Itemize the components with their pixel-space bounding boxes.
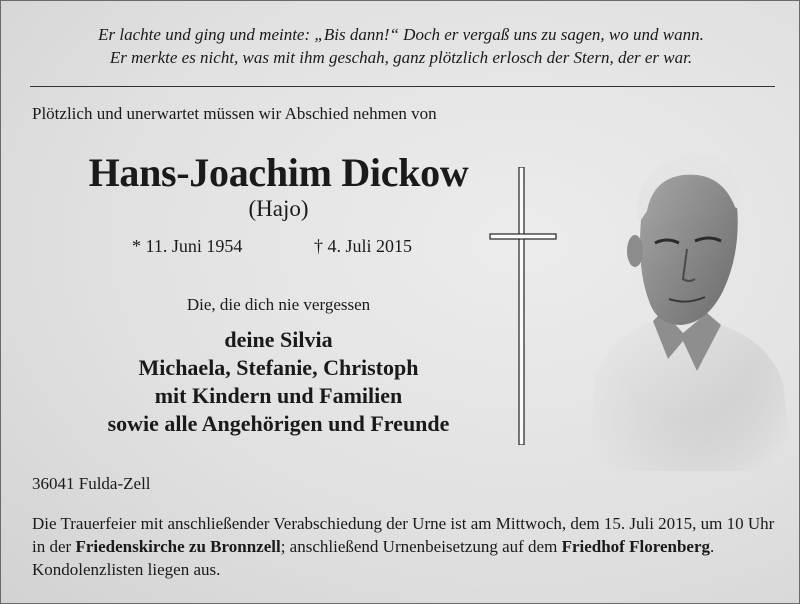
funeral-text: ; anschließend Urnenbeisetzung auf dem [280,537,562,556]
deceased-nickname: (Hajo) [248,196,309,221]
portrait-photo [571,141,799,471]
memorial-quote [1,23,800,69]
quote-line-1: Er lachte und ging und meinte: „Bis dann!“ Doch er vergaß uns zu sagen, wo und wann. [98,25,704,44]
mourner-line: sowie alle Angehörigen und Freunde [107,411,450,436]
location: 36041 Fulda-Zell [32,474,151,493]
mourners-intro: Die, die dich nie vergessen [186,295,371,314]
funeral-text: Die Trauerfeier mit anschließender Verabschiedung der Urne ist am Mittwoch, dem 15. Juli 2015, um 10 Uhr in der [32,514,775,556]
mourner-line: mit Kindern und Familien [154,383,403,408]
quote-line-2: Er merkte es nicht, was mit ihm geschah, ganz plötzlich erlosch der Stern, der er war. [109,48,693,67]
cross-icon [488,167,558,445]
funeral-text: . Kondolenzlisten liegen aus. [32,537,715,579]
intro-text: Plötzlich und unerwartet müssen wir Abschied nehmen von [32,104,437,123]
cemetery-name: Friedhof Florenberg [561,537,710,556]
mourners-list [31,326,526,438]
church-name: Friedenskirche zu Bronnzell [75,537,281,556]
death-date: † 4. Juli 2015 [314,236,413,256]
deceased-name: Hans-Joachim Dickow [88,150,469,195]
divider [30,86,775,87]
mourner-line: Michaela, Stefanie, Christoph [138,355,419,380]
mourner-line: deine Silvia [224,327,333,352]
birth-date: * 11. Juni 1954 [132,236,243,256]
funeral-details [32,512,777,581]
